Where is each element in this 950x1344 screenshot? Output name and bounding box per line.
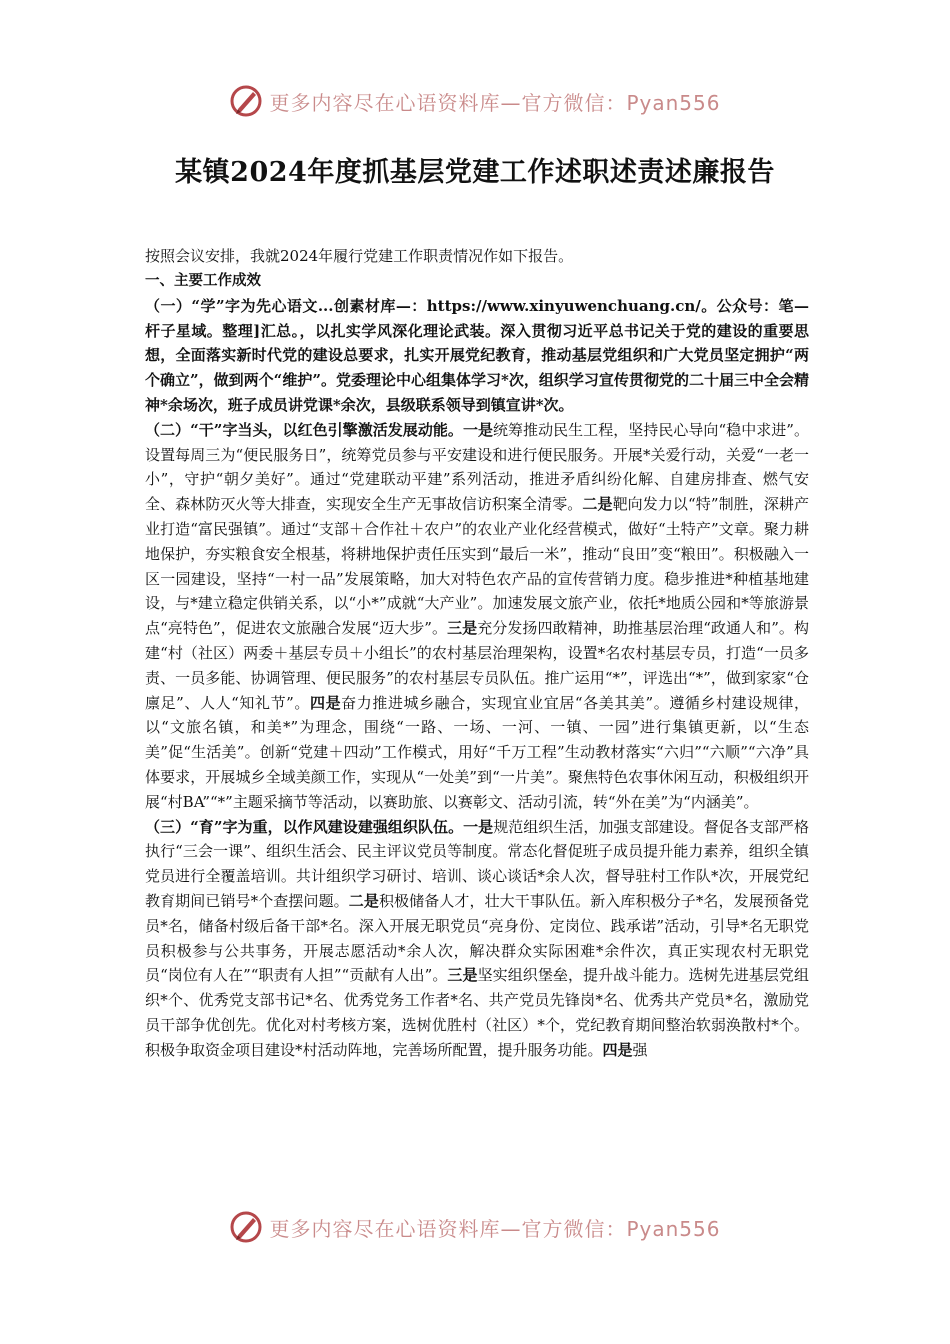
point-marker: 四是 [310, 693, 342, 712]
point-marker: 一是 [462, 420, 493, 439]
watermark-header [0, 84, 950, 118]
watermark-text: 更多内容尽在心语资料库—官方微信：Pyan556 [269, 90, 721, 115]
point-text: 坚实组织堡垒，提升战斗能力。选树先进基层党组织*个、优秀党支部书记*名、优秀党务工作者*名、共产党员先锋岗*名、优秀共产党员*名，激励党员干部争优创先。优化对村考核方案，选树优胜村（社区）*个，党纪教育期间整治软弱涣散村*个。积极争取资金项目建设*村活动阵地，完善场所配置，提升服务功能。 [145, 966, 809, 1059]
document-body [145, 244, 809, 1063]
point-text: 靶向发力以“特”制胜，深耕产业打造“富民强镇”。通过“支部＋合作社＋农户”的农业产业化经营模式，做好“土特产”文章。聚力耕地保护，夯实粮食安全根基，将耕地保护责任压实到“最后一米”，推动“良田”变“粮田”。积极融入一区一园建设，坚持“一村一品”发展策略，加大对特色农产品的宣传营销力度。稳步推进*种植基地建设，与*建立稳定供销关系，以“小*”成就“大产业”。加速发展文旅产业，依托*地质公园和*等旅游景点“亮特色”，促进农文旅融合发展“迈大步”。 [145, 495, 809, 638]
paragraph-study: （一）“学”字为先心语文...创素材库—：https://www.xinyuwenchuang.cn/。公众号：笔—杆子星域。整理]汇总。，以扎实学风深化理论武装。深入贯彻习近平总书记关于党的建设的重要思想，全面落实新时代党的建设总要求，扎实开展党纪教育，推动基层党组织和广大党员坚定拥护“两个确立”，做到两个“维护”。党委理论中心组集体学习*次，组织学习宣传贯彻党的二十届三中全会精神*余场次，班子成员讲党课*余次，县级联系领导到镇宣讲*次。 [145, 296, 809, 414]
watermark-footer [0, 1210, 950, 1244]
pen-logo-icon [229, 84, 263, 118]
point-marker: 一是 [463, 817, 494, 836]
pen-logo-icon [229, 1210, 263, 1244]
section-heading: 一、主要工作成效 [145, 272, 261, 289]
point-text: 规范组织生活，加强支部建设。督促各支部严格执行“三会一课”、组织生活会、民主评议党员等制度。常态化督促班子成员提升能力素养，组织全镇党员进行全覆盖培训。共计组织学习研讨、培训、谈心谈话*余人次，督导驻村工作队*次，开展党纪教育期间已销号*个查摆问题。 [145, 817, 809, 910]
paragraph-lead: （二）“干”字当头，以红色引擎激活发展动能。 [145, 420, 463, 439]
point-text: 奋力推进城乡融合，实现宜业宜居“各美其美”。遵循乡村建设规律，以“文旅名镇，和美*”为理念，围绕“一路、一场、一河、一镇、一园”进行集镇更新，以“生态美”促“生活美”。创新“党建＋四动”工作模式，用好“千万工程”生动教材落实“六归”“六顺”“六净”具体要求，开展城乡全域美颜工作，实现从“一处美”到“一片美”。聚焦特色农事休闲互动，积极组织开展“村BA”“*”主题采摘节等活动，以赛助旅、以赛彰文、活动引流，转“外在美”为“内涵美”。 [145, 693, 809, 811]
point-marker: 二是 [582, 495, 613, 514]
point-text: 统筹推动民生工程，坚持民心导向“稳中求进”。设置每周三为“便民服务日”，统筹党员参与平安建设和进行便民服务。开展*关爱行动，关爱“一老一小”，守护“朝夕美好”。通过“党建联动平建”系列活动，推进矛盾纠纷化解、自建房排查、燃气安全、森林防灭火等大排查，实现安全生产无事故信访积案全清零。 [145, 420, 809, 514]
intro-paragraph: 按照会议安排，我就2024年履行党建工作职责情况作如下报告。 [145, 247, 574, 265]
point-text: 积极储备人才，壮大干事队伍。新入库积极分子*名，发展预备党员*名，储备村级后备干部*名。深入开展无职党员“亮身份、定岗位、践承诺”活动，引导*名无职党员积极参与公共事务，开展志愿活动*余人次，解决群众实际困难*余件次，真正实现农村无职党员“岗位有人在”“职责有人担”“贡献有人出”。 [145, 891, 809, 985]
paragraph-cultivate [145, 815, 809, 1063]
point-marker: 三是 [447, 966, 478, 985]
point-marker: 二是 [348, 891, 379, 910]
point-text: 强 [632, 1040, 648, 1059]
point-text: 充分发扬四敢精神，助推基层治理“政通人和”。构建“村（社区）两委＋基层专员＋小组长”的农村基层治理架构，设置*名农村基层专员，打造“一员多责、一员多能、协调管理、便民服务”的农村基层专员队伍。推广运用“*”，评选出“*”，做到家家“仓廪足”、人人“知礼节”。 [145, 619, 809, 712]
paragraph-action [145, 418, 809, 815]
watermark-text: 更多内容尽在心语资料库—官方微信：Pyan556 [269, 1216, 721, 1241]
paragraph-lead: （三）“育”字为重，以作风建设建强组织队伍。 [145, 817, 464, 836]
point-marker: 四是 [602, 1040, 633, 1059]
page-title: 某镇2024年度抓基层党建工作述职述责述廉报告 [175, 157, 775, 188]
point-marker: 三是 [447, 619, 478, 638]
